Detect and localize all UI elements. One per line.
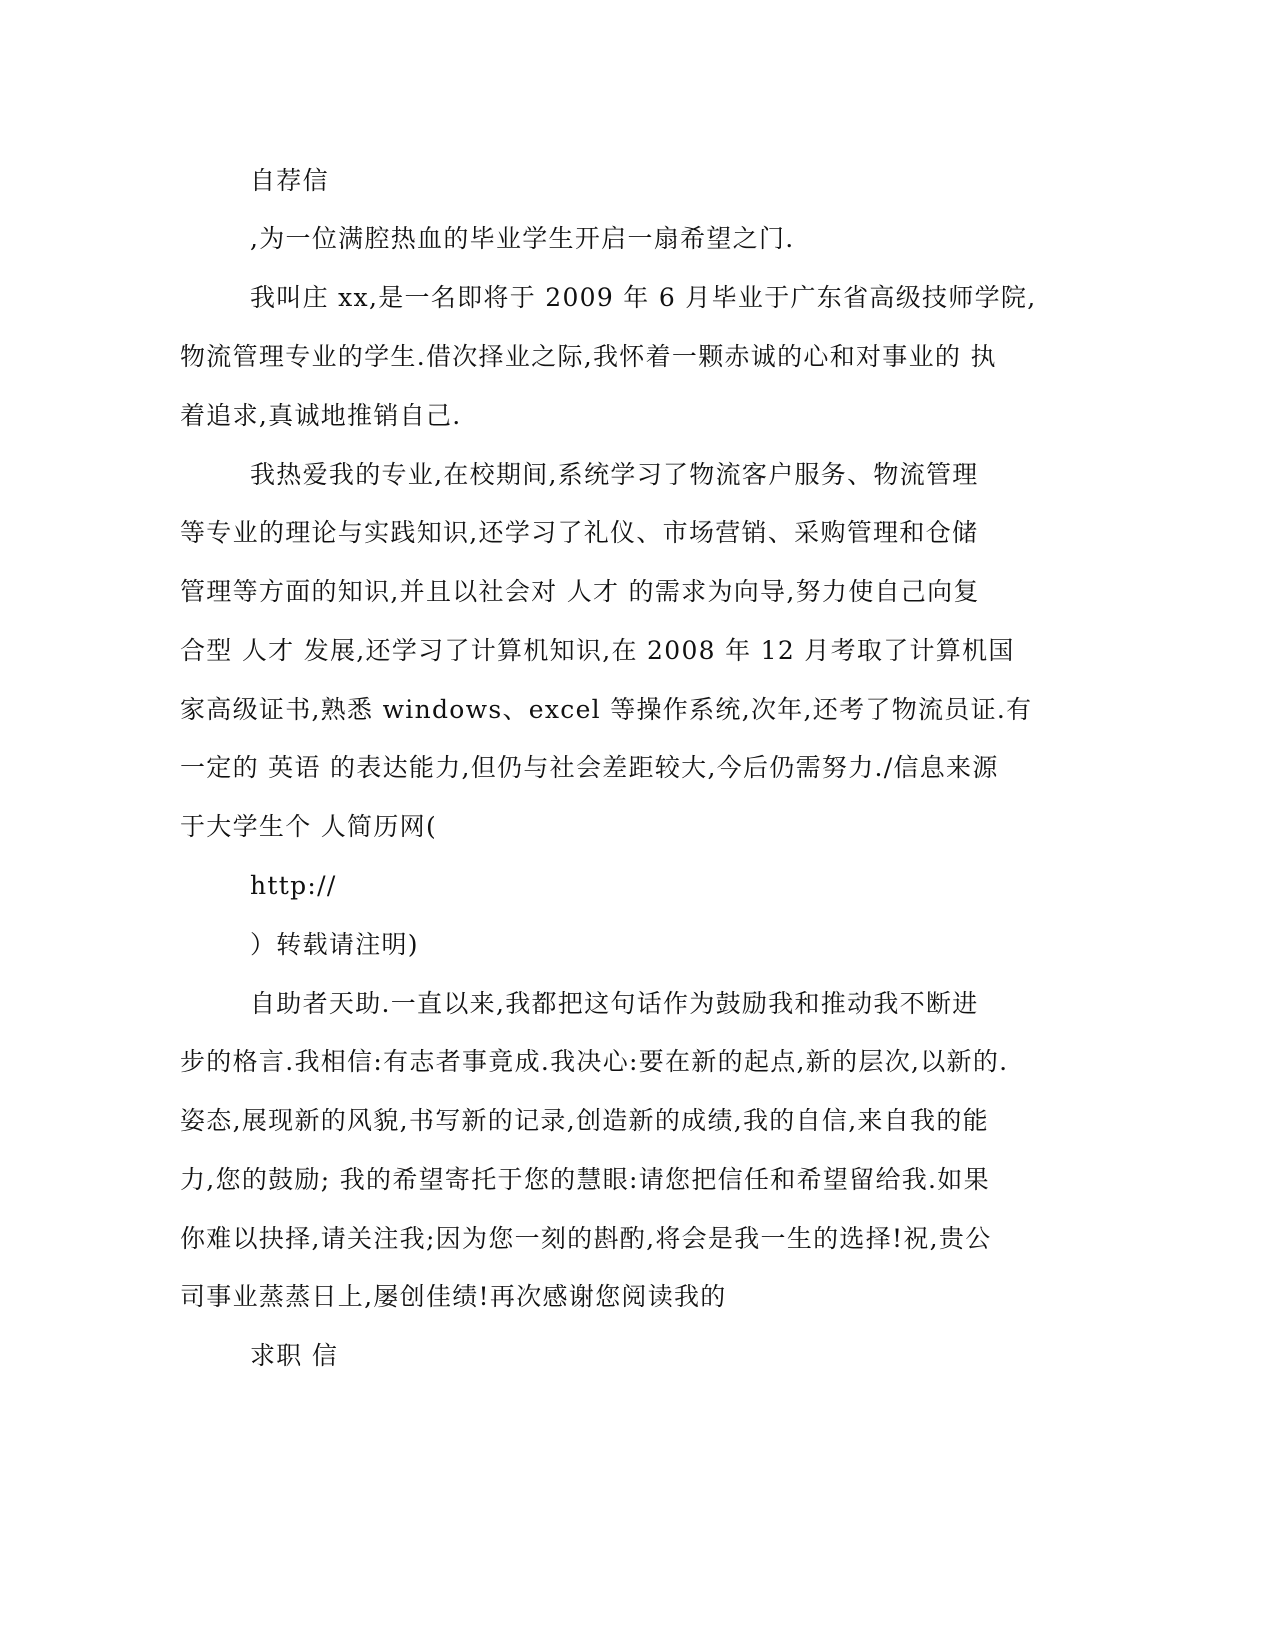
text-line: ）转载请注明) xyxy=(250,930,419,959)
text-line: 管理等方面的知识,并且以社会对 人才 的需求为向导,努力使自己向复 xyxy=(180,577,980,606)
text-line: 物流管理专业的学生.借次择业之际,我怀着一颗赤诚的心和对事业的 执 xyxy=(180,342,997,371)
document-title: 自荐信 xyxy=(250,166,329,195)
text-line: 步的格言.我相信:有志者事竟成.我决心:要在新的起点,新的层次,以新的. xyxy=(180,1047,1009,1076)
text-line: 求职 信 xyxy=(250,1341,339,1370)
text-line: 我叫庄 xx,是一名即将于 2009 年 6 月毕业于广东省高级技师学院, xyxy=(250,283,1037,312)
text-line: 司事业蒸蒸日上,屡创佳绩!再次感谢您阅读我的 xyxy=(180,1282,727,1311)
text-line: 姿态,展现新的风貌,书写新的记录,创造新的成绩,我的自信,来自我的能 xyxy=(180,1106,989,1135)
text-line: 合型 人才 发展,还学习了计算机知识,在 2008 年 12 月考取了计算机国 xyxy=(180,636,1015,665)
text-line: 力,您的鼓励; 我的希望寄托于您的慧眼:请您把信任和希望留给我.如果 xyxy=(180,1165,990,1194)
text-line: 等专业的理论与实践知识,还学习了礼仪、市场营销、采购管理和仓储 xyxy=(180,518,979,547)
text-line: 于大学生个 人简历网( xyxy=(180,812,438,841)
text-line: 家高级证书,熟悉 windows、excel 等操作系统,次年,还考了物流员证.有 xyxy=(180,695,1033,724)
text-line: 一定的 英语 的表达能力,但仍与社会差距较大,今后仍需努力./信息来源 xyxy=(180,753,999,782)
text-line: 你难以抉择,请关注我;因为您一刻的斟酌,将会是我一生的选择!祝,贵公 xyxy=(180,1224,992,1253)
text-line: 自助者天助.一直以来,我都把这句话作为鼓励我和推动我不断进 xyxy=(250,989,979,1018)
text-line: http:// xyxy=(250,871,337,900)
text-line: ,为一位满腔热血的毕业学生开启一扇希望之门. xyxy=(250,224,795,253)
text-line: 我热爱我的专业,在校期间,系统学习了物流客户服务、物流管理 xyxy=(250,460,979,489)
text-line: 着追求,真诚地推销自己. xyxy=(180,401,462,430)
